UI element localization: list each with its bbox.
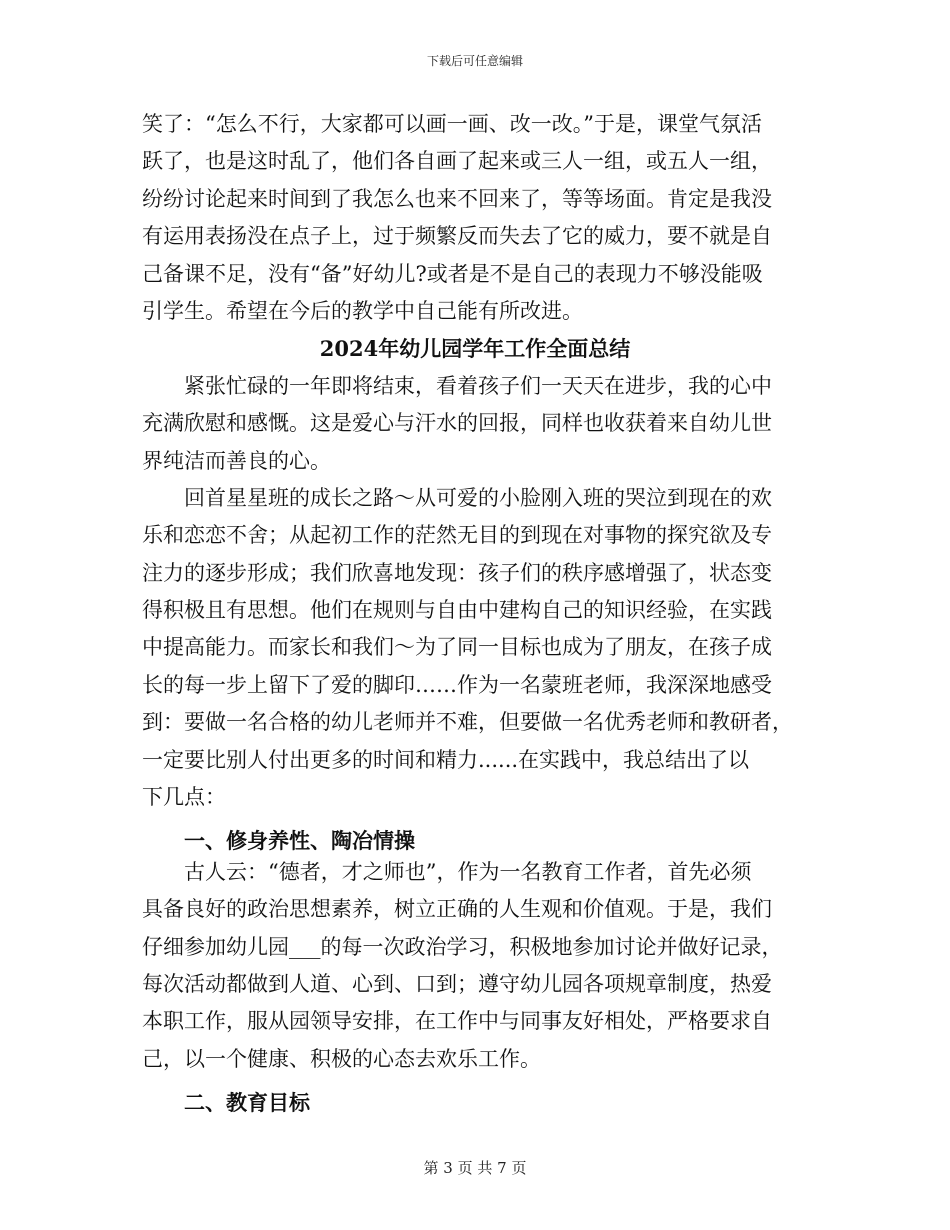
text-line: 有运用表扬没在点子上，过于频繁反而失去了它的威力，要不就是自 — [142, 224, 772, 249]
paragraph-review — [142, 480, 808, 817]
text-line: 己备课不足，没有“备”好幼儿?或者是不是自己的表现力不够没能吸 — [142, 261, 763, 286]
text-line: 具备良好的政治思想素养，树立正确的人生观和价值观。于是，我们 — [142, 897, 772, 922]
text-line: 本职工作，服从园领导安排，在工作中与同事友好相处，严格要求自 — [142, 1009, 772, 1034]
paragraph-continuation — [142, 106, 808, 330]
text-line: 引学生。希望在今后的教学中自己能有所改进。 — [142, 298, 583, 323]
text-line: 得积极且有思想。他们在规则与自由中建构自己的知识经验，在实践 — [142, 598, 772, 623]
section-heading-2: 二、教育目标 — [184, 1090, 310, 1116]
page-number-footer: 第 3 页 共 7 页 — [423, 1159, 527, 1177]
text-line: 注力的逐步形成；我们欣喜地发现：孩子们的秩序感增强了，状态变 — [142, 560, 772, 585]
text-line: 充满欣慰和感慨。这是爱心与汗水的回报，同样也收获着来自幼儿世 — [142, 411, 772, 436]
text-line: 到：要做一名合格的幼儿老师并不难，但要做一名优秀老师和教研者， — [142, 710, 793, 735]
section-heading-1: 一、修身养性、陶冶情操 — [184, 828, 415, 854]
paragraph-self-cultivation — [142, 854, 808, 1078]
text-line: 乐和恋恋不舍；从起初工作的茫然无目的到现在对事物的探究欲及专 — [142, 523, 772, 548]
text-line: 长的每一步上留下了爱的脚印……作为一名蒙班老师，我深深地感受 — [142, 672, 772, 697]
text-line: 一定要比别人付出更多的时间和精力......在实践中，我总结出了以 — [142, 747, 750, 772]
document-body — [142, 106, 808, 1116]
text-line: 古人云：“德者，才之师也”，作为一名教育工作者，首先必须 — [184, 859, 752, 884]
text-line: 纷纷讨论起来时间到了我怎么也来不回来了，等等场面。肯定是我没 — [142, 186, 772, 211]
text-line: 笑了：“怎么不行，大家都可以画一画、改一改。”于是，课堂气氛活 — [142, 112, 762, 136]
text-line: 每次活动都做到人道、心到、口到；遵守幼儿园各项规章制度，热爱 — [142, 971, 772, 996]
text-line: 下几点： — [142, 785, 226, 810]
text-line: 界纯洁而善良的心。 — [142, 448, 331, 473]
text-line: 己，以一个健康、积极的心态去欢乐工作。 — [142, 1046, 541, 1071]
header-note: 下载后可任意编辑 — [426, 54, 523, 68]
text-line: 紧张忙碌的一年即将结束，看着孩子们一天天在进步，我的心中 — [184, 373, 772, 398]
paragraph-intro — [142, 368, 808, 480]
text-line: 回首星星班的成长之路～从可爱的小脸刚入班的哭泣到现在的欢 — [184, 485, 772, 510]
text-line: 仔细参加幼儿园___的每一次政治学习，积极地参加讨论并做好记录， — [142, 934, 783, 959]
text-line: 中提高能力。而家长和我们～为了同一目标也成为了朋友，在孩子成 — [142, 635, 772, 660]
document-title: 2024年幼儿园学年工作全面总结 — [319, 336, 631, 362]
text-line: 跃了，也是这时乱了，他们各自画了起来或三人一组，或五人一组， — [142, 149, 772, 174]
